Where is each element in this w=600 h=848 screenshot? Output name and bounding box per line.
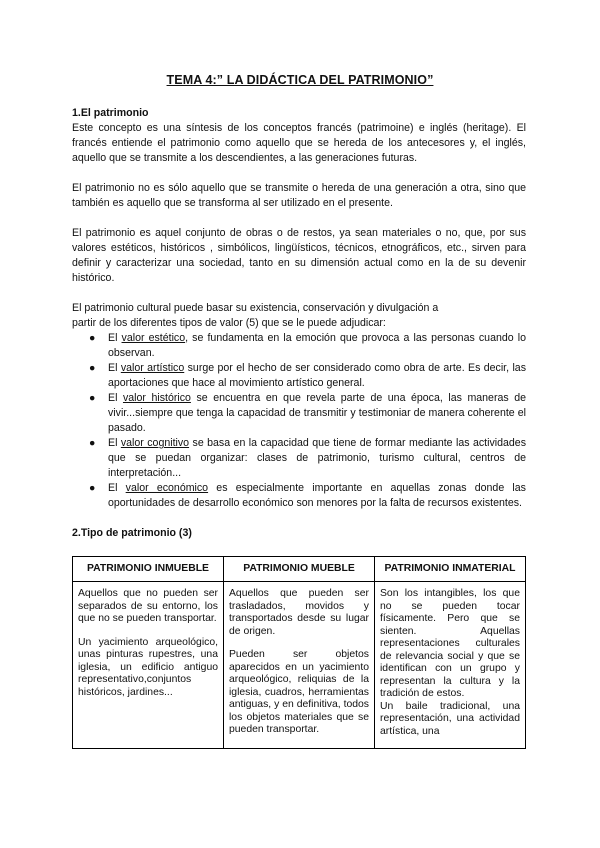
cell-examples: Un baile tradicional, una representación, una actividad artística, una <box>380 700 520 737</box>
list-item: ● El valor histórico se encuentra en que revela parte de una época, las maneras de vivir...siempre que tenga la capacidad de transmitir y testimoniar de manera coherente el pasado. <box>89 392 526 434</box>
list-item: ● El valor artístico surge por el hecho de ser considerado como obra de arte. Es decir, las aportaciones que hace al movimiento artístico general. <box>89 362 526 389</box>
cell-examples: Un yacimiento arqueológico, unas pinturas rupestres, una iglesia, un edificio antiguo representativo,conjuntos históricos, jardines... <box>78 636 218 698</box>
column-header-inmueble: PATRIMONIO INMUEBLE <box>73 557 224 582</box>
value-term: valor cognitivo <box>120 437 190 449</box>
bullet-icon: ● <box>89 437 96 449</box>
bullet-icon: ● <box>89 482 96 494</box>
paragraph: Este concepto es una síntesis de los conceptos francés (patrimoine) e inglés (heritage). El francés entiende el patrimonio como aquello que se hereda de los antecesores y, el inglés, aquello que se transmite a los descendientes, a las generaciones futuras. <box>72 122 526 164</box>
bullet-icon: ● <box>89 362 96 374</box>
value-term: valor histórico <box>122 392 191 404</box>
list-item: ● El valor estético, se fundamenta en la emoción que provoca a las personas cuando lo observan. <box>89 332 526 359</box>
values-list <box>72 331 526 511</box>
value-term: valor estético <box>121 332 186 344</box>
paragraph: El patrimonio no es sólo aquello que se transmite o hereda de una generación a otra, sino que también es aquello que se transforma al ser utilizado en el presente. <box>72 182 526 209</box>
table-cell <box>224 582 375 749</box>
cell-examples: Pueden ser objetos aparecidos en un yacimiento arqueológico, reliquias de la iglesia, cuadros, herramientas antiguas, y en definitiva, todos los objetos materiales que se pueden transportar. <box>229 649 369 735</box>
table-cell <box>375 582 526 749</box>
paragraph: El patrimonio es aquel conjunto de obras o de restos, ya sean materiales o no, que, por sus valores estéticos, históricos , simbólicos, lingüísticos, técnicos, etnográficos, etc., sirven para definir y caracterizar una sociedad, tanto en su dimensión actual como en la de su devenir histórico. <box>72 227 526 284</box>
heritage-types-table <box>72 556 526 749</box>
value-term: valor económico <box>125 482 209 494</box>
column-header-mueble: PATRIMONIO MUEBLE <box>224 557 375 582</box>
values-intro-line-2: partir de los diferentes tipos de valor (5) que se le puede adjudicar: <box>72 317 386 329</box>
list-item: ● El valor económico es especialmente importante en aquellas zonas donde las oportunidades de desarrollo económico son menores por la falta de recursos existentes. <box>89 482 526 509</box>
cell-definition: Son los intangibles, los que no se pueden tocar físicamente. Pero que se sienten. Aquellas representaciones culturales de relevancia social y que se identifican con un grupo y representan la cultura y la tradición de estos. <box>380 588 520 699</box>
cell-definition: Aquellos que pueden ser trasladados, movidos y transportados desde su lugar de origen. <box>229 588 369 637</box>
bullet-icon: ● <box>89 392 96 404</box>
cell-definition: Aquellos que no pueden ser separados de su entorno, los que no se pueden transportar. <box>78 588 218 624</box>
document-title: TEMA 4:” LA DIDÁCTICA DEL PATRIMONIO” <box>166 73 434 87</box>
section-2-heading: 2.Tipo de patrimonio (3) <box>72 527 192 539</box>
bullet-icon: ● <box>89 332 96 344</box>
section-1-heading: 1.El patrimonio <box>72 107 149 119</box>
value-term: valor artístico <box>120 362 185 374</box>
values-intro-line-1: El patrimonio cultural puede basar su existencia, conservación y divulgación a <box>72 302 439 314</box>
document-body <box>72 106 526 749</box>
table-cell <box>73 582 224 749</box>
column-header-inmaterial: PATRIMONIO INMATERIAL <box>375 557 526 582</box>
list-item: ● El valor cognitivo se basa en la capacidad que tiene de formar mediante las actividades que se puedan organizar: clases de patrimonio, turismo cultural, centros de interpretación... <box>89 437 526 479</box>
